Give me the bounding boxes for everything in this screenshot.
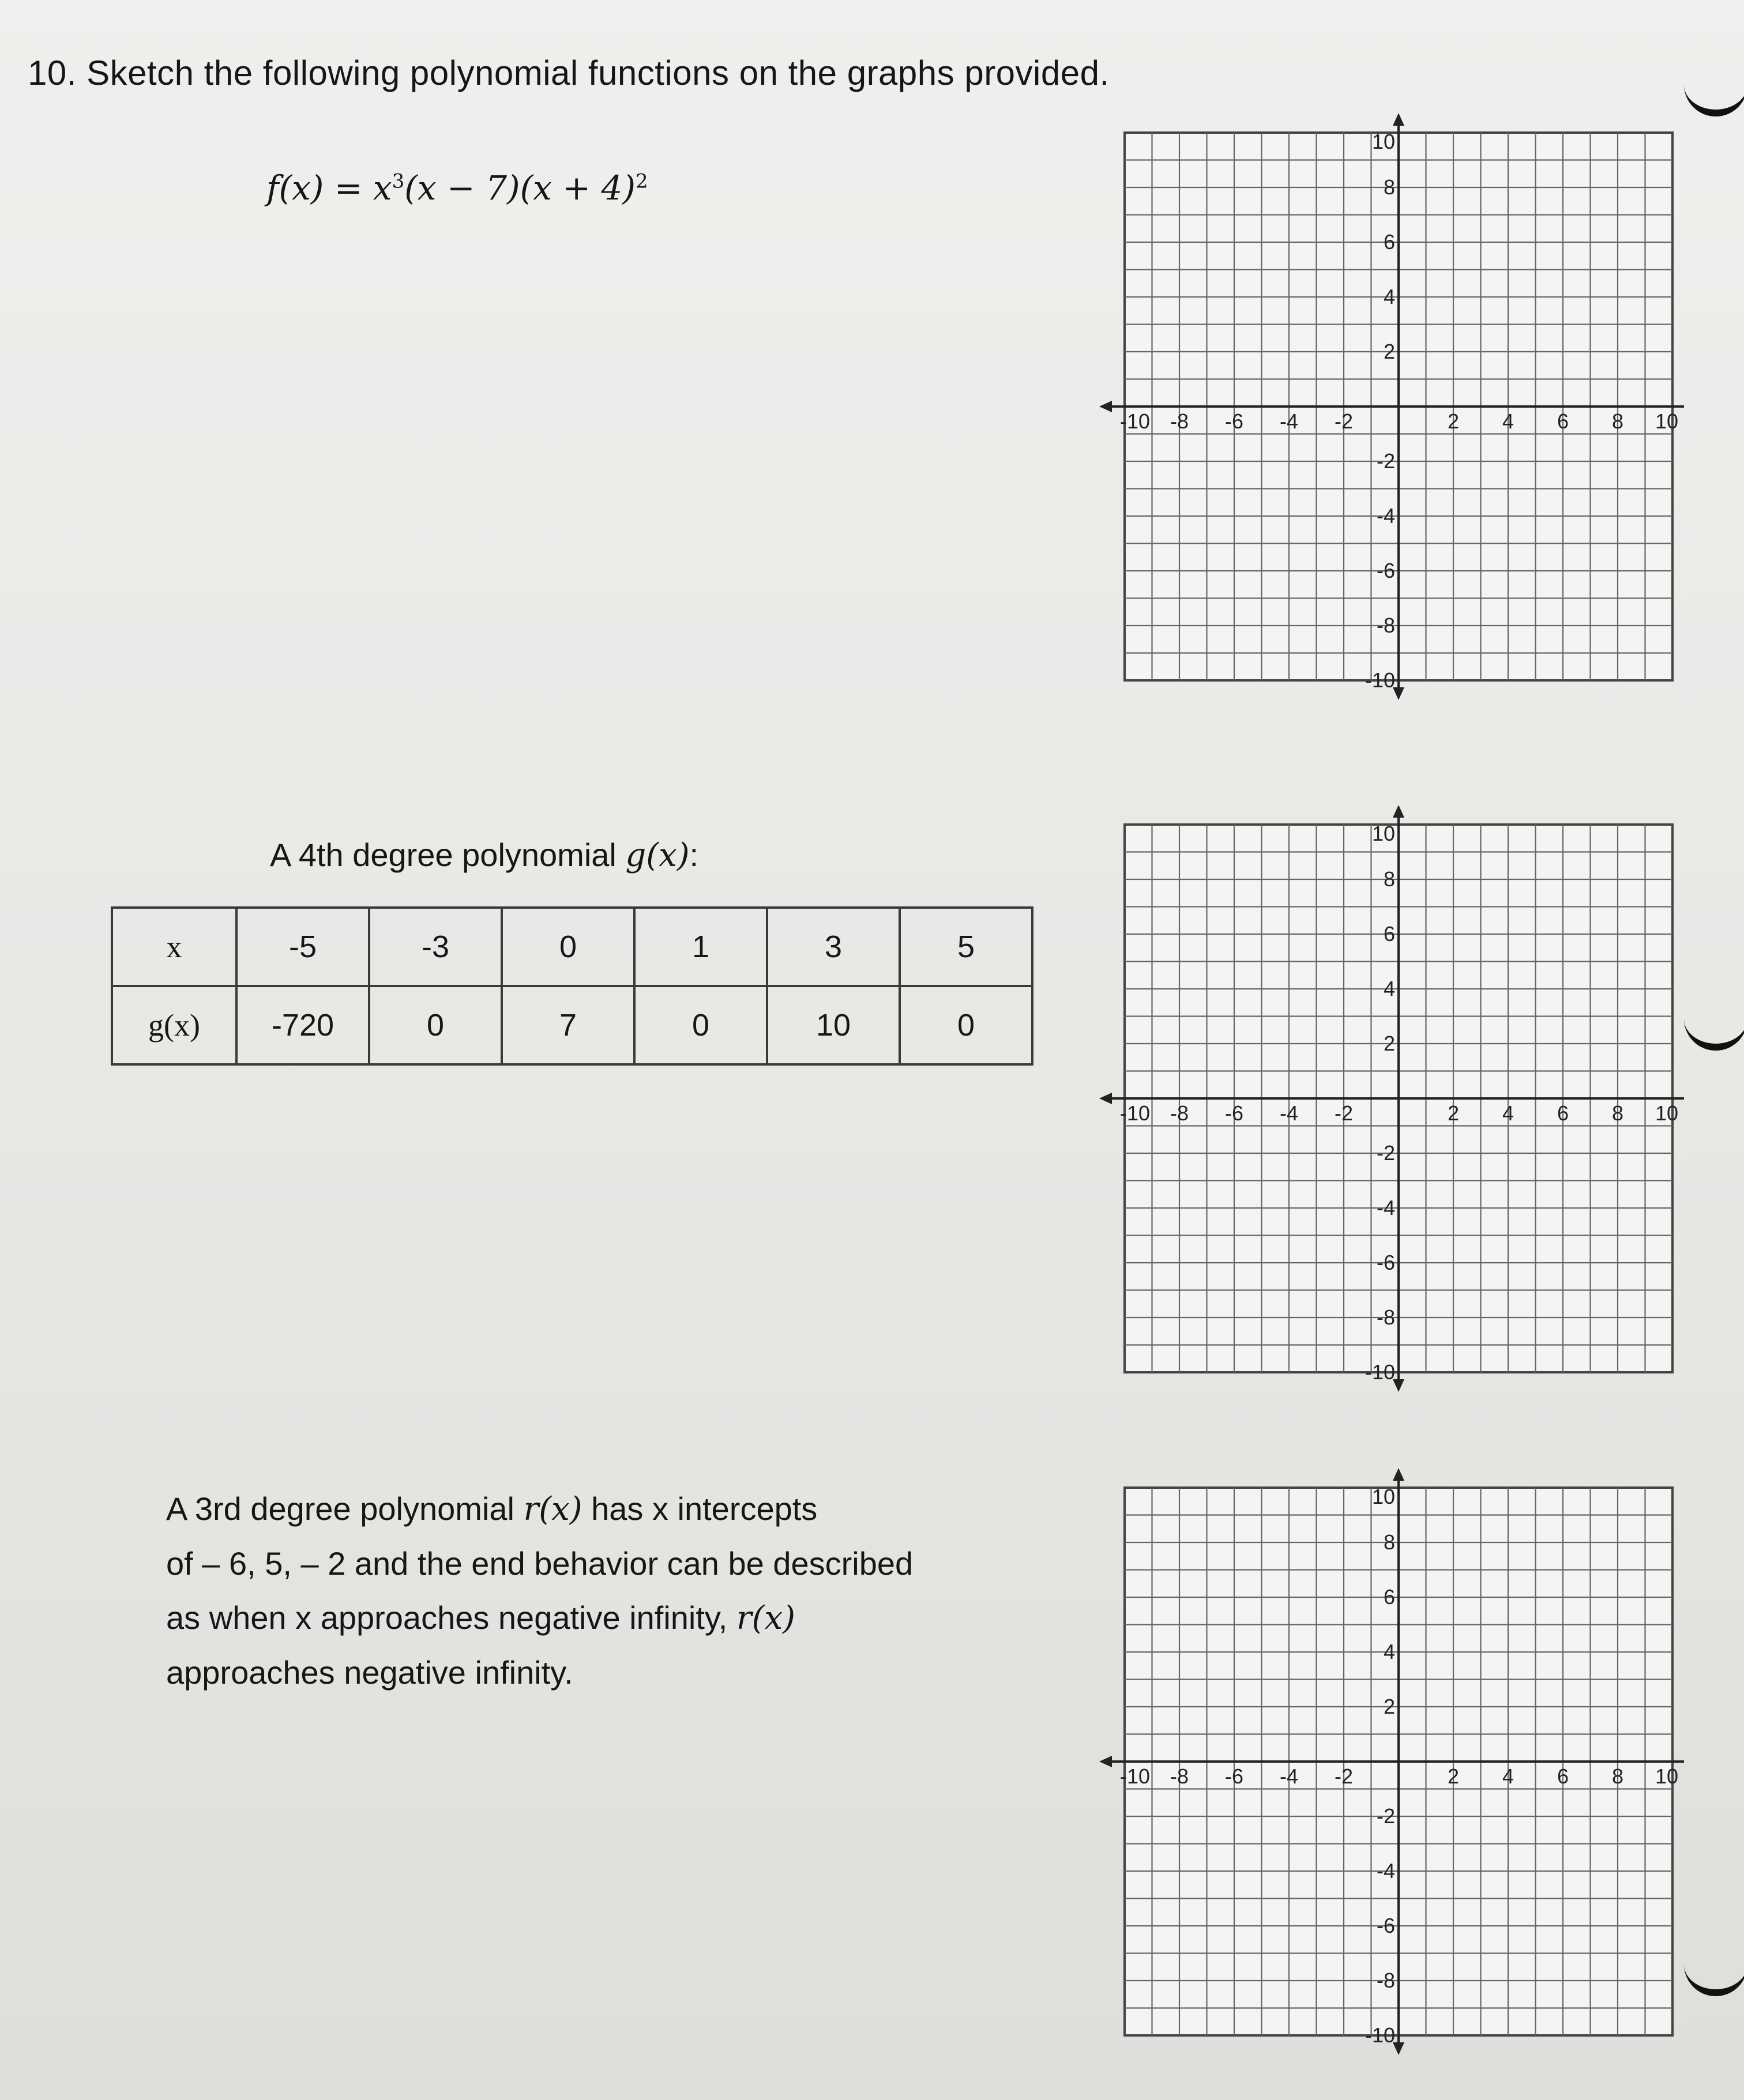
r-line-2: of – 6, 5, – 2 and the end behavior can be described [166,1545,914,1582]
x-tick-label: -6 [1224,409,1244,433]
y-tick-label: 4 [1383,285,1395,308]
x-tick-label: 10 [1655,409,1679,433]
table-row-x [112,908,1032,986]
x-tick-label: -8 [1170,409,1189,433]
y-tick-label: 10 [1371,130,1395,153]
x-tick-label: 6 [1557,1764,1569,1788]
table-cell: -5 [236,908,369,986]
y-tick-label: -10 [1365,1360,1395,1384]
table-cell: 0 [900,986,1032,1064]
x-tick-label: 10 [1655,1764,1679,1788]
x-tick-label: 4 [1502,1764,1514,1788]
y-tick-label: 10 [1371,1485,1395,1508]
y-tick-label: -8 [1376,1305,1395,1329]
y-tick-label: -2 [1376,1141,1395,1165]
y-tick-label: -2 [1376,449,1395,473]
f-equation [266,168,648,208]
y-tick-label: -6 [1376,1914,1395,1937]
x-axis-arrow-left [1099,401,1112,412]
y-tick-label: 4 [1383,977,1395,1000]
y-tick-label: 4 [1383,1640,1395,1664]
coordinate-plane [1090,1465,1684,2093]
graph-grid-g[interactable] [1090,801,1684,1430]
binder-ring-mark [1684,1015,1744,1051]
table-header-gx: g(x) [112,986,236,1064]
x-axis-arrow-left [1099,1756,1112,1767]
table-row-gx [112,986,1032,1064]
r-line-1-b: has x intercepts [582,1491,818,1527]
x-tick-label: -2 [1334,1764,1354,1788]
y-axis-arrow-up [1393,805,1404,818]
y-tick-label: -10 [1365,2023,1395,2047]
table-cell: 3 [767,908,900,986]
x-tick-label: 10 [1655,1101,1679,1125]
y-tick-label: -10 [1365,668,1395,692]
y-tick-label: 2 [1383,340,1395,363]
r-fn: r(x) [736,1600,795,1637]
y-tick-label: -6 [1376,1251,1395,1274]
table-cell: 5 [900,908,1032,986]
y-tick-label: -2 [1376,1804,1395,1828]
table-cell: 10 [767,986,900,1064]
y-axis-arrow-up [1393,1468,1404,1481]
y-tick-label: 8 [1383,175,1395,199]
x-tick-label: 2 [1447,409,1460,433]
table-cell: 0 [634,986,767,1064]
y-tick-label: 6 [1383,922,1395,946]
question-heading [28,53,1110,93]
x-tick-label: 6 [1557,409,1569,433]
x-tick-label: 8 [1611,1764,1624,1788]
r-line-3-a: as when x approaches negative infinity, [166,1600,736,1636]
x-axis-arrow-left [1099,1093,1112,1104]
r-fn: r(x) [523,1491,582,1528]
coordinate-plane [1090,801,1684,1430]
x-tick-label: 4 [1502,1101,1514,1125]
binder-ring-mark [1684,1960,1744,1996]
y-tick-label: -4 [1376,1859,1395,1883]
x-tick-label: 6 [1557,1101,1569,1125]
x-tick-label: -10 [1119,409,1151,433]
r-description [166,1482,913,1700]
x-tick-label: 4 [1502,409,1514,433]
table-cell: 0 [502,908,634,986]
x-tick-label: -2 [1334,409,1354,433]
y-tick-label: -4 [1376,504,1395,528]
y-tick-label: -6 [1376,559,1395,582]
question-text: Sketch the following polynomial functions on the graphs provided. [87,54,1110,92]
question-number: 10. [28,54,77,92]
r-line-4: approaches negative infinity. [166,1654,573,1691]
coordinate-plane [1090,110,1684,738]
x-tick-label: 8 [1611,409,1624,433]
r-line-3 [166,1591,913,1646]
g-title-suffix: : [689,837,699,873]
y-tick-label: 10 [1371,822,1395,845]
x-tick-label: -4 [1279,409,1299,433]
x-tick-label: -6 [1224,1764,1244,1788]
x-tick-label: -6 [1224,1101,1244,1125]
f-exponent-factor: 2 [635,170,648,193]
g-title-fn: g(x) [625,837,690,874]
table-header-x: x [112,908,236,986]
table-cell: 7 [502,986,634,1064]
table-cell: -3 [369,908,502,986]
f-lhs: f(x) = x [266,168,392,208]
g-values-table [111,906,1033,1066]
y-tick-label: -8 [1376,1969,1395,1992]
x-tick-label: -2 [1334,1101,1354,1125]
g-title [270,836,698,874]
y-tick-label: 2 [1383,1695,1395,1718]
f-exponent-x: 3 [392,170,405,193]
f-factors: (x − 7)(x + 4) [404,168,636,208]
x-tick-label: -8 [1170,1764,1189,1788]
x-tick-label: -10 [1119,1764,1151,1788]
graph-grid-f[interactable] [1090,110,1684,738]
y-axis-arrow-up [1393,113,1404,126]
y-tick-label: -8 [1376,614,1395,637]
x-tick-label: 2 [1447,1764,1460,1788]
x-tick-label: 2 [1447,1101,1460,1125]
x-tick-label: 8 [1611,1101,1624,1125]
x-tick-label: -4 [1279,1101,1299,1125]
table-cell: 0 [369,986,502,1064]
r-line-1 [166,1482,913,1537]
y-tick-label: 2 [1383,1032,1395,1055]
graph-grid-r[interactable] [1090,1465,1684,2093]
y-tick-label: 8 [1383,867,1395,891]
table-cell: -720 [236,986,369,1064]
x-tick-label: -4 [1279,1764,1299,1788]
y-tick-label: 6 [1383,1585,1395,1609]
y-tick-label: -4 [1376,1196,1395,1220]
y-tick-label: 6 [1383,230,1395,254]
r-line-1-a: A 3rd degree polynomial [166,1491,524,1527]
x-tick-label: -8 [1170,1101,1189,1125]
x-tick-label: -10 [1119,1101,1151,1125]
binder-ring-mark [1684,81,1744,116]
g-title-prefix: A 4th degree polynomial [270,837,626,873]
y-tick-label: 8 [1383,1530,1395,1554]
table-cell: 1 [634,908,767,986]
